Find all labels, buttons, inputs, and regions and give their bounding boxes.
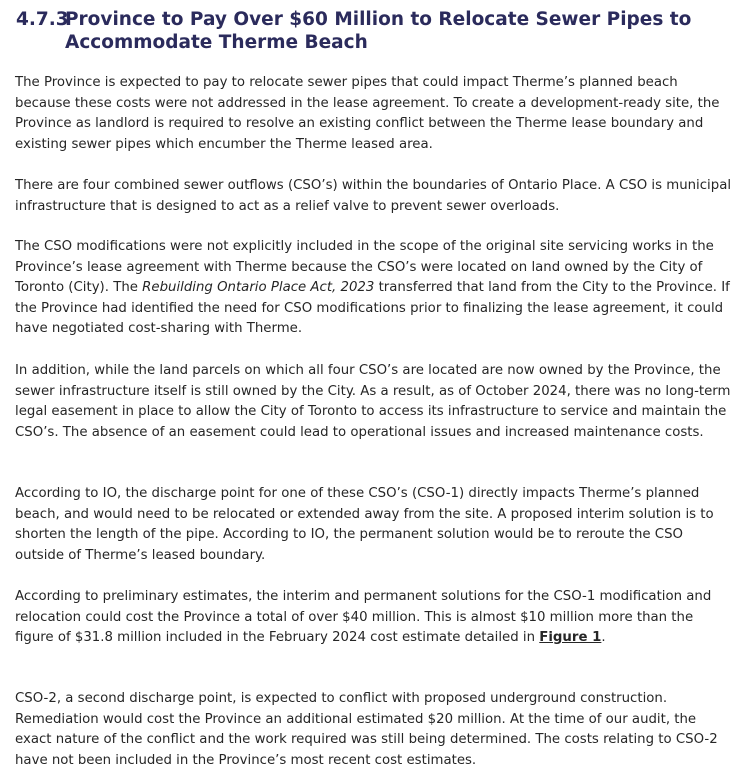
section-title-line1: Province to Pay Over $60 Million to Relocate Sewer Pipes to bbox=[65, 9, 692, 30]
paragraph-6 bbox=[15, 587, 735, 649]
paragraph-3 bbox=[15, 237, 735, 340]
section-title-line2: Accommodate Therme Beach bbox=[65, 32, 368, 53]
paragraph-6-text-a: According to preliminary estimates, the interim and permanent solutions for the CSO-1 modification and relocation could cost the Province a total of over $40 million. This is almost $10 million more than the figure of $31.8 million included in the February 2024 cost estimate detailed in bbox=[15, 589, 712, 646]
section-heading bbox=[16, 8, 716, 54]
figure-1-link[interactable]: Figure 1 bbox=[539, 630, 602, 646]
paragraph-2: There are four combined sewer outflows (CSO’s) within the boundaries of Ontario Place. A CSO is municipal infrastructure that is designed to act as a relief valve to prevent sewer overloads. bbox=[15, 178, 732, 214]
paragraph-3-text-a: The CSO modifications were not explicitly included in the scope of the original site servicing works in the Province’s lease agreement with Therme because the CSO’s were located on land owned by the City of Toronto (City). The bbox=[15, 239, 714, 296]
act-title: Rebuilding Ontario Place Act, 2023 bbox=[142, 280, 375, 296]
paragraph-3-text-b: transferred that land from the City to the Province. If the Province had identified the need for CSO modifications prior to finalizing the lease agreement, it could have negotiated cost-sharing with Therme. bbox=[15, 280, 730, 337]
paragraph-1: The Province is expected to pay to relocate sewer pipes that could impact Therme’s planned beach because these costs were not addressed in the lease agreement. To create a development-ready site, the Province as landlord is required to resolve an existing conflict between the Therme lease boundary and existing sewer pipes which encumber the Therme leased area. bbox=[15, 75, 720, 152]
paragraph-6-text-b: . bbox=[601, 630, 606, 646]
section-number: 4.7.3 bbox=[16, 9, 69, 30]
paragraph-4: In addition, while the land parcels on which all four CSO’s are located are now owned by the Province, the sewer infrastructure itself is still owned by the City. As a result, as of October 2024, there was no long-term legal easement in place to allow the City of Toronto to access its infrastructure to service and maintain the CSO’s. The absence of an easement could lead to operational issues and increased maintenance costs. bbox=[15, 363, 731, 440]
paragraph-7: CSO-2, a second discharge point, is expected to conflict with proposed underground construction. Remediation would cost the Province an additional estimated $20 million. At the time of our audit, the exact nature of the conflict and the work required was still being determined. The costs relating to CSO-2 have not been included in the Province’s most recent cost estimates. bbox=[15, 691, 718, 768]
paragraph-5: According to IO, the discharge point for one of these CSO’s (CSO-1) directly impacts Therme’s planned beach, and would need to be relocated or extended away from the site. A proposed interim solution is to shorten the length of the pipe. According to IO, the permanent solution would be to reroute the CSO outside of Therme’s leased boundary. bbox=[15, 486, 714, 563]
